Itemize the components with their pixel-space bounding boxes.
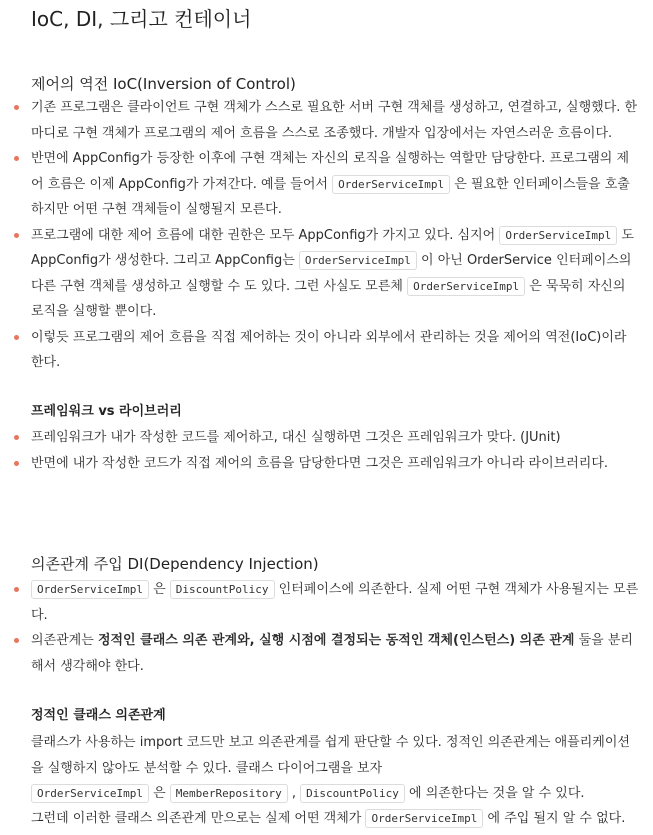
bullet-icon — [14, 233, 19, 238]
bullet-icon — [14, 461, 19, 466]
list-item: 반면에 AppConfig가 등장한 이후에 구현 객체는 자신의 로직을 실행하는 역할만 담당한다. 프로그램의 제어 흐름은 이제 AppConfig가 가져간다. 예를 들어서 OrderServiceImpl 은 필요한 인터페이스들을 호출하지만 어떤 구현 객체들이 실행될지 모른다. — [14, 146, 640, 223]
bold-text: 정적인 클래스 의존 관계와, 실행 시점에 결정되는 동적인 객체(인스턴스) 의존 관계 — [97, 633, 575, 648]
inline-code: MemberRepository — [170, 784, 288, 803]
inline-code: OrderServiceImpl — [499, 226, 617, 245]
framework-list — [14, 425, 640, 476]
list-item: 의존관계는 정적인 클래스 의존 관계와, 실행 시점에 결정되는 동적인 객체(인스턴스) 의존 관계 둘을 분리해서 생각해야 한다. — [14, 628, 640, 679]
inline-code: OrderServiceImpl — [365, 809, 483, 828]
di-heading: 의존관계 주입 DI(Dependency Injection) — [31, 555, 319, 573]
static-paragraph-1: 클래스가 사용하는 import 코드만 보고 의존관계를 쉽게 판단할 수 있다. 정적인 의존관계는 애플리케이션을 실행하지 않아도 분석할 수 있다. 클래스 다이어그램을 보자 — [31, 735, 630, 776]
list-item: 반면에 내가 작성한 코드가 직접 제어의 흐름을 담당한다면 그것은 프레임워크가 아니라 라이브러리다. — [14, 451, 640, 477]
bullet-icon — [14, 156, 19, 161]
bullet-icon — [14, 335, 19, 340]
ioc-heading: 제어의 역전 IoC(Inversion of Control) — [31, 75, 296, 93]
di-list — [14, 577, 640, 679]
bullet-icon — [14, 587, 19, 592]
list-item: 기존 프로그램은 클라이언트 구현 객체가 스스로 필요한 서버 구현 객체를 생성하고, 연결하고, 실행했다. 한마디로 구현 객체가 프로그램의 제어 흐름을 스스로 조종했다. 개발자 입장에서는 자연스러운 흐름이다. — [14, 95, 640, 146]
list-item: 이렇듯 프로그램의 제어 흐름을 직접 제어하는 것이 아니라 외부에서 관리하는 것을 제어의 역전(IoC)이라 한다. — [14, 325, 640, 376]
bullet-icon — [14, 105, 19, 110]
ioc-list — [14, 95, 640, 376]
list-item: 프로그램에 대한 제어 흐름에 대한 권한은 모두 AppConfig가 가지고 있다. 심지어 OrderServiceImpl 도 AppConfig가 생성한다. 그리고 AppConfig는 OrderServiceImpl 이 아닌 OrderService 인터페이스의 다른 구현 객체를 생성하고 실행할 수 도 있다. 그런 사실도 모른체 OrderServiceImpl 은 묵묵히 자신의 로직을 실행할 뿐이다. — [14, 223, 640, 325]
list-item: OrderServiceImpl 은 DiscountPolicy 인터페이스에 의존한다. 실제 어떤 구현 객체가 사용될지는 모른다. — [14, 577, 640, 628]
static-paragraph-3: 그런데 이러한 클래스 의존관계 만으로는 실제 어떤 객체가 OrderServiceImpl 에 주입 될지 알 수 없다. — [31, 811, 626, 826]
inline-code: OrderServiceImpl — [31, 784, 149, 803]
inline-code: OrderServiceImpl — [299, 251, 417, 270]
framework-heading: 프레임워크 vs 라이브러리 — [31, 404, 182, 419]
list-item: 프레임워크가 내가 작성한 코드를 제어하고, 대신 실행하면 그것은 프레임워크가 맞다. (JUnit) — [14, 425, 640, 451]
inline-code: OrderServiceImpl — [332, 175, 450, 194]
static-paragraph-2: OrderServiceImpl 은 MemberRepository , DiscountPolicy 에 의존한다는 것을 알 수 있다. — [31, 781, 636, 807]
static-dependency-heading: 정적인 클래스 의존관계 — [31, 708, 166, 723]
bullet-icon — [14, 638, 19, 643]
inline-code: DiscountPolicy — [170, 580, 275, 599]
inline-code: OrderServiceImpl — [407, 277, 525, 296]
inline-code: OrderServiceImpl — [31, 580, 149, 599]
bullet-icon — [14, 435, 19, 440]
inline-code: DiscountPolicy — [300, 784, 405, 803]
page-title: IoC, DI, 그리고 컨테이너 — [31, 7, 252, 31]
